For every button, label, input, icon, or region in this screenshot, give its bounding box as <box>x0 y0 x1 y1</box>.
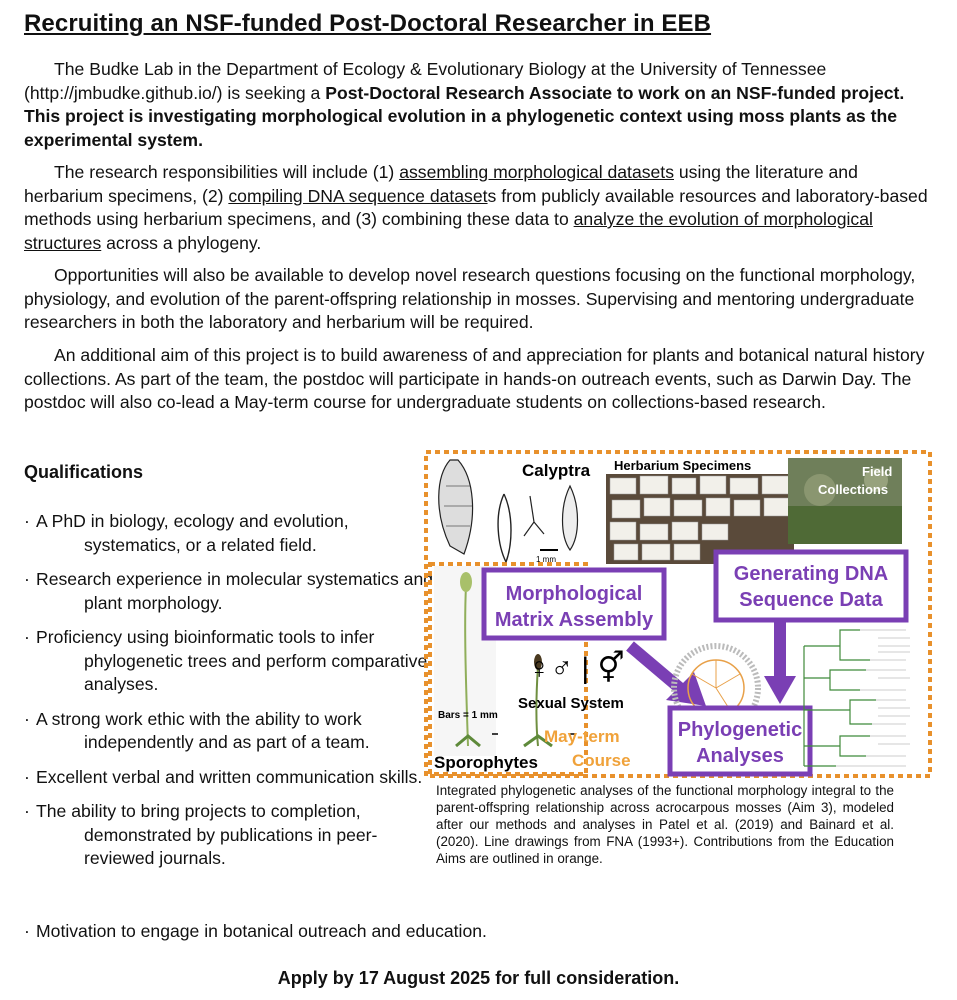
mayterm-label-2: Course <box>572 751 631 770</box>
qualification-item: · Proficiency using bioinformatic tools to infer phylogenetic trees and perform comparative analyses. <box>24 627 428 694</box>
sexual-symbols-icon: ♀♂ | ⚥ <box>528 652 625 685</box>
phylogenetic-label-1: Phylogenetic <box>677 719 803 741</box>
bullet-icon: · <box>24 921 30 941</box>
resp-underline-2: compiling DNA sequence dataset <box>228 185 488 206</box>
qualification-item: · Excellent verbal and written communication skills. <box>24 766 444 790</box>
scale-label: 1 mm <box>536 555 556 564</box>
qualification-item: · Motivation to engage in botanical outreach and education. <box>24 920 487 944</box>
resp-underline-3: analyze the evolution of morphological structures <box>24 209 873 253</box>
field-label-1: Field <box>862 464 893 479</box>
bullet-icon: · <box>24 708 30 729</box>
resp-underline-1: assembling morphological datasets <box>399 162 674 182</box>
qualifications-heading: Qualifications <box>24 462 144 482</box>
bullet-icon: · <box>24 766 30 787</box>
resp-text-1: The research responsibilities will include (1) <box>54 162 400 182</box>
dna-label-2: Sequence Data <box>739 589 883 611</box>
intro-bold-text: Post-Doctoral Research Associate to work on an NSF-funded project. This project is investigating morphological evolution in a phylogenetic context using moss plants as the experimental system. <box>24 82 905 150</box>
morphology-label-2: Matrix Assembly <box>494 609 654 631</box>
opportunities-paragraph: Opportunities will also be available to develop novel research questions focusing on the functional morphology, physiology, and evolution of the parent-offspring relationship in mosses. Supervising and mentoring undergraduate researchers in both the laboratory and herbarium will be required. <box>24 265 916 332</box>
arrow-dna-head-icon <box>764 676 796 704</box>
mayterm-label-1: May-term <box>544 727 620 746</box>
calyptra-label: Calyptra <box>522 461 591 480</box>
qualification-item: · Research experience in molecular systematics and plant morphology. <box>24 569 434 613</box>
apply-deadline: Apply by 17 August 2025 for full consideration. <box>277 968 680 988</box>
sporophytes-label: Sporophytes <box>434 753 538 772</box>
page-title: Recruiting an NSF-funded Post-Doctoral Researcher in EEB <box>24 10 712 37</box>
intro-text: The Budke Lab in the Department of Ecology & Evolutionary Biology at the University of Tennessee (http://jmbudke.github.io/) is seeking a <box>24 59 827 103</box>
resp-text-2: using the literature and herbarium specimens, (2) <box>24 162 858 206</box>
morphology-label-1: Morphological <box>505 583 643 605</box>
field-label-2: Collections <box>818 482 889 497</box>
phylogenetic-label-2: Analyses <box>696 745 784 767</box>
bullet-icon: · <box>24 801 30 821</box>
dna-label-1: Generating DNA <box>733 563 889 585</box>
qualification-item: · A strong work ethic with the ability to work independently and as part of a team. <box>24 708 370 752</box>
responsibilities-paragraph <box>24 161 940 255</box>
bullet-icon: · <box>24 627 30 647</box>
phylogeny-tree-icon <box>804 630 910 766</box>
bullet-icon: · <box>24 569 30 589</box>
research-figure <box>420 446 938 782</box>
herbarium-label: Herbarium Specimens <box>614 458 752 473</box>
qualification-item: · A PhD in biology, ecology and evolution, systematics, or a related field. <box>24 511 349 555</box>
outreach-paragraph: An additional aim of this project is to build awareness of and appreciation for plants and botanical natural history collections. As part of the team, the postdoc will participate in hands-on outreach events, such as Darwin Day. The postdoc will also co-lead a May-term course for undergraduate students on collections-based research. <box>24 345 925 412</box>
qualification-item: · The ability to bring projects to completion, demonstrated by publications in peer-reviewed journals. <box>24 801 378 868</box>
sexual-system-label: Sexual System <box>518 695 624 712</box>
resp-text-3: s from publicly available resources and laboratory-based methods using herbarium specimens, and (3) combining these data to <box>24 185 928 229</box>
intro-paragraph <box>24 58 940 152</box>
bars-label: Bars = 1 mm <box>438 710 498 721</box>
bullet-icon: · <box>24 511 30 531</box>
figure-caption: Integrated phylogenetic analyses of the functional morphology integral to the parent-offspring relationship across acrocarpous mosses (Aim 3), modeled after our methods and analyses in Patel et al. (2019) and Bainard et al. (2020). Line drawings from FNA (1993+). Contributions from the Education Aims are outlined in orange. <box>436 783 894 866</box>
qualifications-list <box>24 510 444 882</box>
resp-text-4: across a phylogeny. <box>101 232 262 253</box>
